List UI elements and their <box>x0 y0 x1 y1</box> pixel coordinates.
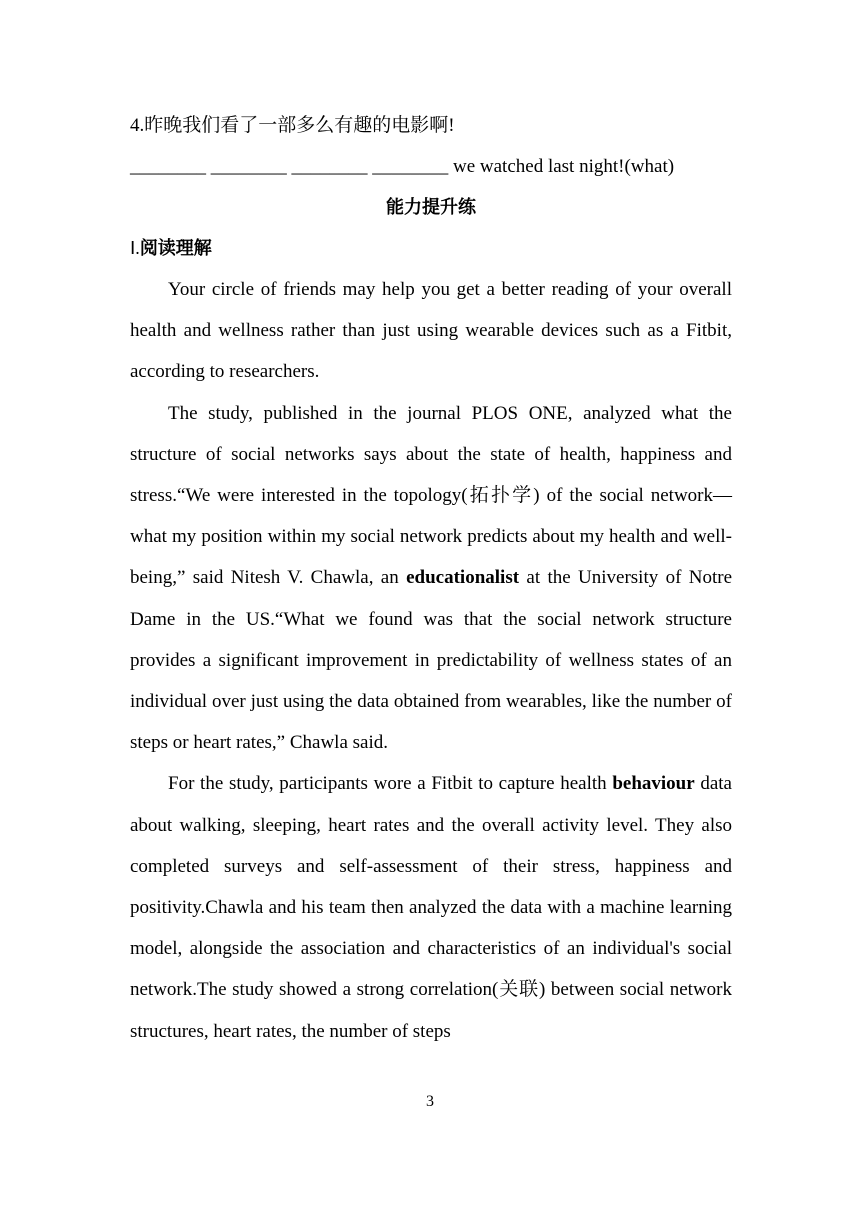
bold-word-behaviour: behaviour <box>612 773 695 795</box>
paragraph-3 <box>130 763 732 1051</box>
page-content <box>130 105 732 1052</box>
answer-blank: ________ <box>130 156 206 177</box>
bold-word-educationalist: educationalist <box>406 567 520 589</box>
paragraph-3-text-a: For the study, participants wore a Fitbit to capture health <box>168 773 613 795</box>
section-label: 阅读理解 <box>139 238 212 259</box>
exercise-prompt: 4.昨晚我们看了一部多么有趣的电影啊! <box>130 115 455 136</box>
section-roman-numeral: Ⅰ. <box>130 238 140 258</box>
paragraph-2 <box>130 393 732 764</box>
page-number: 3 <box>426 1093 434 1110</box>
answer-blank: ________ <box>372 156 449 177</box>
answer-blank: ________ <box>210 156 287 177</box>
section-heading <box>130 228 732 269</box>
paragraph-2-text-a: The study, published in the journal PLOS ONE, analyzed what the structure of social networks says about the state of health, happiness and stress.“We were interested in the topology(拓扑学) of the social network—what my position within my social network predicts about my health and well-being,” said Nitesh V. Chawla, an <box>130 402 732 589</box>
paragraph-1: Your circle of friends may help you get a better reading of your overall health and wellness rather than just using wearable devices such as a Fitbit, according to researchers. <box>130 279 732 383</box>
exercise-sentence-rest: we watched last night!(what) <box>453 156 675 177</box>
paragraph-2-text-b: at the University of Notre Dame in the US.“What we found was that the social network structure provides a significant improvement in predictability of wellness states of an individual over just using the data obtained from wearables, like the number of steps or heart rates,” Chawla said. <box>130 567 732 754</box>
exercise-answer-line <box>130 146 732 187</box>
section-title: 能力提升练 <box>386 197 476 218</box>
answer-blank: ________ <box>291 156 368 177</box>
paragraph-3-text-b: data about walking, sleeping, heart rates and the overall activity level. They also completed surveys and self-assessment of their stress, happiness and positivity.Chawla and his team then analyzed the data with a machine learning model, alongside the association and characteristics of an individual's social network.The study showed a strong correlation(关联) between social network structures, heart rates, the number of steps <box>130 773 732 1042</box>
